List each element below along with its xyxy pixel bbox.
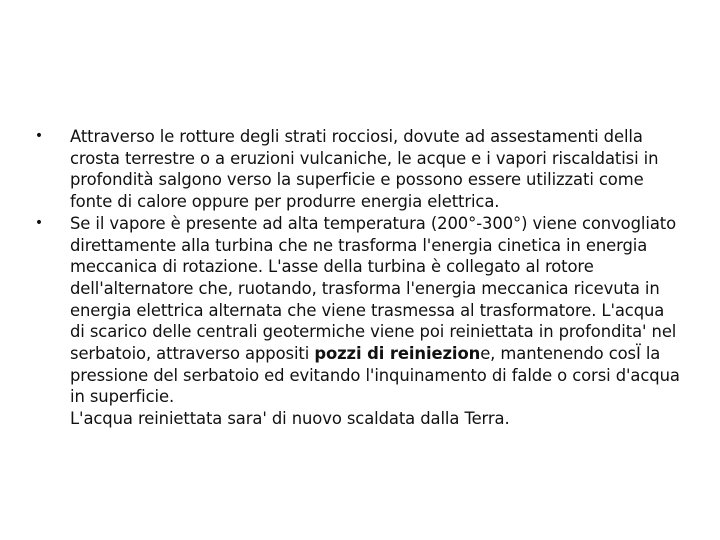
bullet-text: Attraverso le rotture degli strati rocciosi, dovute ad assestamenti della crosta terrestre o a eruzioni vulcaniche, le acque e i vapori riscaldatisi in profondità salgono verso la superficie e possono essere utilizzati come fonte di calore oppure per produrre energia elettrica.: [70, 127, 659, 212]
slide-content: [32, 126, 682, 430]
bold-term: pozzi di reiniezion: [314, 344, 481, 364]
bullet-text-part1: Se il vapore è presente ad alta temperatura (200°-300°) viene convogliato direttamente alla turbina che ne trasforma l'energia cinetica in energia meccanica di rotazione. L'asse della turbina è collegato al rotore dell'alternatore che, ruotando, trasforma l'energia meccanica ricevuta in energia elettrica alternata che viene trasmessa al trasformatore. L'acqua di scarico delle centrali geotermiche viene poi reiniettata in profondita' nel serbatoio, attraverso appositi: [70, 213, 677, 364]
bullet-extra-line: L'acqua reiniettata sara' di nuovo scaldata dalla Terra.: [70, 409, 510, 429]
bullet-list: [32, 126, 682, 430]
bullet-marker: •: [34, 214, 44, 231]
bullet-item-1: [32, 126, 682, 213]
bullet-text: [70, 213, 682, 408]
bullet-item-2: [32, 213, 682, 430]
bullet-text-part2: e, mantenendo cosÏ la pressione del serbatoio ed evitando l'inquinamento di falde o corsi d'acqua in superficie.: [70, 344, 680, 407]
bullet-marker: •: [34, 128, 44, 144]
